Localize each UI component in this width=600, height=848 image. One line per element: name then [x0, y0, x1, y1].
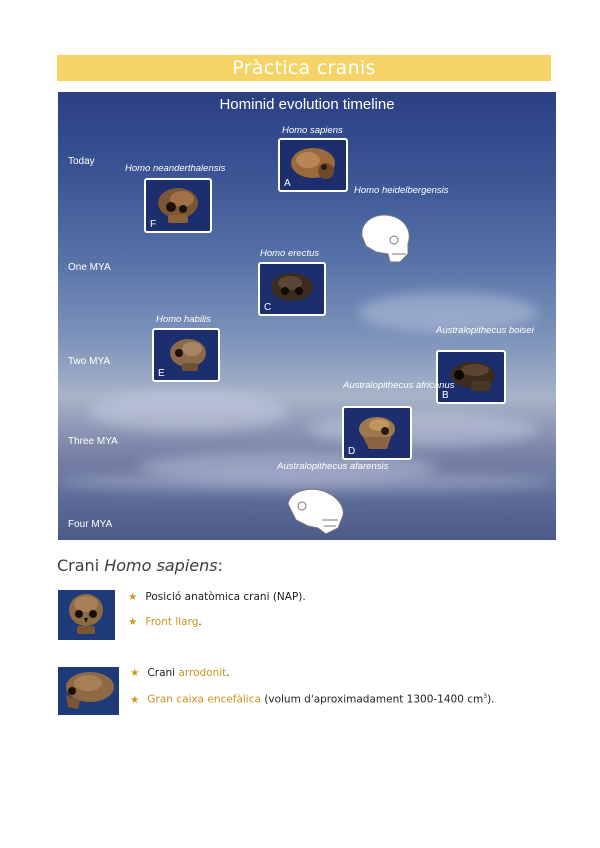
skull-icon: [445, 357, 497, 397]
card-homo-sapiens: A: [278, 138, 348, 192]
skull-front-photo: [58, 590, 115, 640]
label-homo-sapiens: Homo sapiens: [282, 125, 343, 136]
era-one-mya: One MYA: [68, 262, 111, 273]
skull-side-photo: [58, 667, 119, 715]
star-icon: ★: [128, 616, 138, 628]
skull-icon: [268, 269, 316, 309]
label-homo-habilis: Homo habilis: [156, 314, 211, 325]
bullet-item-3: ★ Crani arrodonit.: [130, 667, 230, 679]
star-icon: ★: [128, 591, 138, 603]
era-two-mya: Two MYA: [68, 356, 111, 367]
bullet-item-2: ★ Front llarg.: [128, 616, 202, 628]
bullet-item-1: ★ Posició anatòmica crani (NAP).: [128, 591, 306, 603]
heidelbergensis-skull-outline-icon: [356, 210, 416, 264]
card-australopithecus-boisei: B: [436, 350, 506, 404]
era-three-mya: Three MYA: [68, 436, 118, 447]
skull-icon: [353, 413, 401, 453]
label-australopithecus-afarensis: Australopithecus afarensis: [277, 461, 389, 472]
page-title-banner: [57, 55, 551, 81]
star-icon: ★: [130, 693, 140, 706]
skull-icon: [154, 185, 202, 227]
label-homo-neanderthalensis: Homo neanderthalensis: [125, 163, 226, 174]
page-title: Pràctica cranis: [232, 57, 376, 79]
skull-front-icon: [58, 590, 115, 640]
label-australopithecus-africanus: Australopithecus africanus: [343, 380, 455, 391]
card-homo-habilis: E: [152, 328, 220, 382]
label-homo-erectus: Homo erectus: [260, 248, 320, 259]
timeline-title: Hominid evolution timeline: [219, 96, 395, 113]
hominid-timeline-image: [58, 92, 556, 540]
star-icon: ★: [130, 667, 140, 679]
section-heading: Crani Homo sapiens:: [57, 556, 223, 575]
bullet-item-4: ★ Gran caixa encefàlica (volum d'aproximadament 1300-1400 $cm^3$).: [130, 693, 495, 706]
label-homo-heidelbergensis: Homo heidelbergensis: [354, 185, 449, 196]
card-homo-erectus: C: [258, 262, 326, 316]
era-today: Today: [68, 156, 95, 167]
afarensis-skull-outline-icon: [282, 484, 352, 536]
skull-side-icon: [58, 667, 119, 715]
skull-icon: [288, 145, 338, 185]
card-australopithecus-africanus: D: [342, 406, 412, 460]
era-four-mya: Four MYA: [68, 519, 113, 530]
card-homo-neanderthalensis: F: [144, 178, 212, 233]
skull-icon: [162, 335, 210, 375]
label-australopithecus-boisei: Australopithecus boisei: [436, 325, 534, 336]
